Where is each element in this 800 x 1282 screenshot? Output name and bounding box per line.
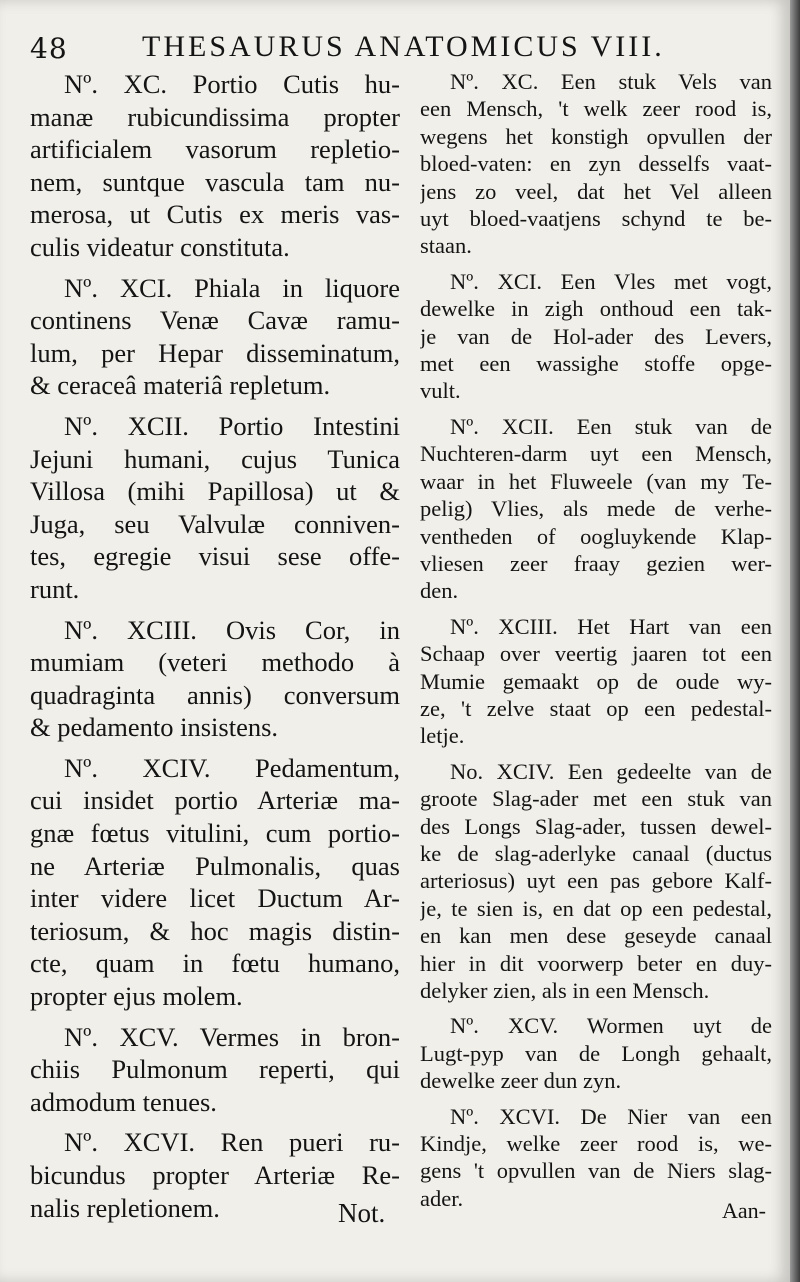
- catalog-entry: [30, 614, 400, 744]
- text-line: Nº. XCIV. Pedamentum,: [64, 752, 400, 783]
- text-line: quadraginta annis) conversum: [30, 679, 400, 710]
- text-line: pelig) Vlies, als mede de verhe-: [420, 496, 772, 522]
- text-line: waar in het Fluweele (van my Te-: [420, 468, 772, 494]
- text-line: Nº. XCIII. Ovis Cor, in: [64, 614, 400, 645]
- text-line: tes, egregie visui sese offe-: [30, 541, 400, 572]
- text-line: nalis repletionem.: [30, 1192, 220, 1223]
- text-line: artificialem vasorum repletio-: [30, 134, 400, 165]
- catalog-entry: [30, 410, 400, 606]
- text-line: Nº. XCI. Een Vles met vogt,: [450, 268, 772, 294]
- text-line: nem, suntque vascula tam nu-: [30, 166, 400, 197]
- catalog-entry: [30, 752, 400, 1013]
- text-line: Nº. XC. Portio Cutis hu-: [64, 69, 400, 99]
- text-line: met een wassighe stoffe opge-: [420, 351, 772, 377]
- text-line: Lugt-pyp van de Longh gehaalt,: [420, 1040, 772, 1066]
- text-line: Kindje, welke zeer rood is, we-: [420, 1131, 772, 1157]
- text-line: delyker zien, als in een Mensch.: [420, 978, 710, 1003]
- catalog-entry: [30, 272, 400, 402]
- text-line: ne Arteriæ Pulmonalis, quas: [30, 850, 400, 881]
- text-line: ventheden of oogluykende Klap-: [420, 523, 772, 549]
- text-line: Mumie gemaakt op de oude wy-: [420, 668, 772, 694]
- catalog-entry: [420, 268, 772, 405]
- text-line: een Mensch, 't welk zeer rood is,: [420, 96, 772, 122]
- text-line: des Longs Slag-ader, tussen dewel-: [420, 813, 772, 839]
- catalog-entry: [420, 413, 772, 605]
- text-line: bicundus propter Arteriæ Re-: [30, 1160, 400, 1190]
- text-line: arteriosus) uyt een pas gebore Kalf-: [420, 868, 772, 894]
- text-line: ader.: [420, 1185, 464, 1211]
- catalog-entry: [420, 1012, 772, 1094]
- text-line: propter ejus molem.: [30, 981, 243, 1012]
- text-line: uyt bloed-vaatjens schynd te be-: [420, 206, 772, 232]
- text-line: Schaap over veertig jaaren tot een: [420, 641, 772, 667]
- text-line: Nº. XC. Een stuk Vels van: [450, 69, 772, 94]
- catalog-entry: [420, 68, 772, 260]
- text-line: Nº. XCIII. Het Hart van een: [450, 613, 772, 639]
- text-line: mumiam (veteri methodo à: [30, 647, 400, 678]
- text-line: inter videre licet Ductum Ar-: [30, 883, 400, 914]
- text-line: culis videatur constituta.: [30, 231, 290, 262]
- catchword-left: Not.: [338, 1198, 386, 1228]
- text-line: Nº. XCI. Phiala in liquore: [64, 272, 400, 303]
- text-line: letje.: [420, 723, 465, 749]
- text-line: je van de Hol-ader des Levers,: [420, 323, 772, 349]
- running-title: THESAURUS ANATOMICUS VIII.: [142, 30, 665, 63]
- text-line: continens Venæ Cavæ ramu-: [30, 305, 400, 336]
- text-line: jens zo veel, dat het Vel alleen: [420, 178, 772, 204]
- text-line: ke de slag-aderlyke canaal (ductus: [420, 840, 772, 866]
- text-line: vult.: [420, 378, 461, 404]
- text-line: staan.: [420, 233, 472, 259]
- text-line: & pedamento insistens.: [30, 712, 279, 743]
- catalog-entry: [420, 613, 772, 750]
- text-line: wegens het konstigh opvullen der: [420, 123, 772, 149]
- latin-column: [30, 68, 400, 1232]
- catalog-entry: [420, 1103, 772, 1213]
- page-number: 48: [30, 32, 68, 65]
- text-line: gens 't opvullen van de Niers slag-: [420, 1158, 772, 1184]
- text-line: Juga, seu Valvulæ conniven-: [30, 508, 400, 539]
- text-line: & ceraceâ materiâ repletum.: [30, 370, 331, 401]
- text-line: dewelke zeer dun zyn.: [420, 1068, 622, 1094]
- text-line: gnæ fœtus vitulini, cum portio-: [30, 818, 400, 849]
- text-line: Nº. XCII. Portio Intestini: [64, 410, 400, 441]
- text-line: Nº. XCV. Wormen uyt de: [450, 1013, 772, 1039]
- text-line: hier in dit voorwerp beter en duy-: [420, 950, 772, 976]
- text-line: cte, quam in fœtu humano,: [30, 948, 400, 979]
- text-line: Villosa (mihi Papillosa) ut &: [30, 476, 400, 507]
- text-line: Jejuni humani, cujus Tunica: [30, 443, 400, 474]
- catchword-right: Aan-: [722, 1198, 766, 1223]
- text-line: Nuchteren-darm uyt een Mensch,: [420, 441, 772, 467]
- text-line: ze, 't zelve staat op een pedestal-: [420, 695, 772, 721]
- text-line: cui insidet portio Arteriæ ma-: [30, 785, 400, 816]
- text-line: groote Slag-ader met een stuk van: [420, 786, 772, 812]
- text-line: vliesen zeer fraay gezien wer-: [420, 550, 772, 576]
- text-line: Nº. XCV. Vermes in bron-: [64, 1021, 400, 1052]
- catalog-entry: [30, 1021, 400, 1119]
- text-line: manæ rubicundissima propter: [30, 101, 400, 132]
- text-line: admodum tenues.: [30, 1086, 217, 1117]
- text-line: en kan men dese geseyde canaal: [420, 923, 772, 949]
- text-line: No. XCIV. Een gedeelte van de: [450, 758, 772, 784]
- text-line: runt.: [30, 573, 80, 604]
- text-line: bloed-vaten: en zyn desselfs vaat-: [420, 151, 772, 177]
- text-line: den.: [420, 578, 459, 604]
- text-line: teriosum, & hoc magis distin-: [30, 915, 400, 946]
- catalog-entry: [30, 68, 400, 264]
- text-line: lum, per Hepar disseminatum,: [30, 337, 400, 368]
- text-line: Nº. XCVI. Ren pueri ru-: [64, 1127, 400, 1158]
- text-line: merosa, ut Cutis ex meris vas-: [30, 199, 400, 230]
- text-line: chiis Pulmonum reperti, qui: [30, 1054, 400, 1085]
- text-line: je, te sien is, en dat op een pedestal,: [420, 895, 772, 921]
- text-line: Nº. XCVI. De Nier van een: [450, 1103, 772, 1129]
- catalog-entry: [420, 758, 772, 1005]
- text-line: Nº. XCII. Een stuk van de: [450, 413, 772, 439]
- dutch-column: [420, 68, 772, 1220]
- page-header: [30, 24, 770, 74]
- text-line: dewelke in zigh onthoud een tak-: [420, 296, 772, 322]
- page-edge-shadow: [790, 0, 800, 1282]
